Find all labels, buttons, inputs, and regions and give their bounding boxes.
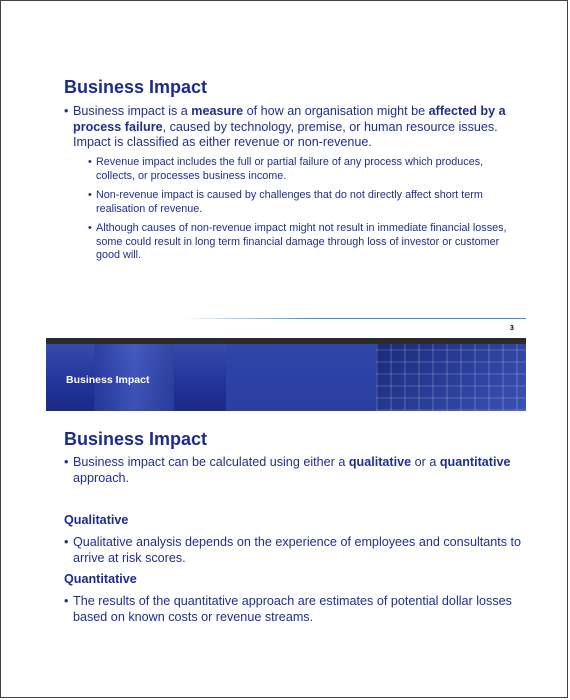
qualitative-heading: Qualitative bbox=[64, 513, 129, 527]
sub-bullet-item: • Non-revenue impact is caused by challenges that do not directly affect short term realisation of revenue. bbox=[88, 189, 483, 215]
sub-bullet-item: • Although causes of non-revenue impact might not result in immediate financial losses, some could result in long term financial damage through loss of investor or customer good will. bbox=[88, 222, 507, 262]
bullet-dot: • bbox=[88, 156, 92, 168]
slide-banner bbox=[46, 338, 526, 411]
bullet-item: • Business impact is a measure of how an organisation might be affected by a process failure, caused by technology, premise, or human resource issues. Impact is classified as either revenue or non-revenue. bbox=[64, 104, 506, 149]
bullet-dot: • bbox=[88, 222, 92, 234]
bullet-item: • Business impact can be calculated using either a qualitative or a quantitative approach. bbox=[64, 455, 511, 485]
bullet-dot: • bbox=[88, 189, 92, 201]
bullet-dot: • bbox=[64, 535, 69, 549]
keyboard-image bbox=[376, 344, 526, 411]
bullet-dot: • bbox=[64, 104, 69, 118]
sub-bullet-item: • Revenue impact includes the full or partial failure of any process which produces, collects, or processes business income. bbox=[88, 156, 484, 182]
bullet-dot: • bbox=[64, 594, 69, 608]
banner-title: Business Impact bbox=[66, 374, 150, 386]
banner-block bbox=[226, 344, 376, 411]
slide-title: Business Impact bbox=[64, 77, 208, 97]
slide-title: Business Impact bbox=[64, 429, 208, 449]
bullet-item: • Qualitative analysis depends on the experience of employees and consultants to arrive at risk scores. bbox=[64, 535, 522, 565]
page-number: 3 bbox=[510, 325, 514, 332]
quantitative-heading: Quantitative bbox=[64, 572, 137, 586]
divider-line bbox=[181, 318, 526, 319]
bullet-dot: • bbox=[64, 455, 69, 469]
bullet-item: • The results of the quantitative approach are estimates of potential dollar losses based on known costs or revenue streams. bbox=[64, 594, 512, 624]
